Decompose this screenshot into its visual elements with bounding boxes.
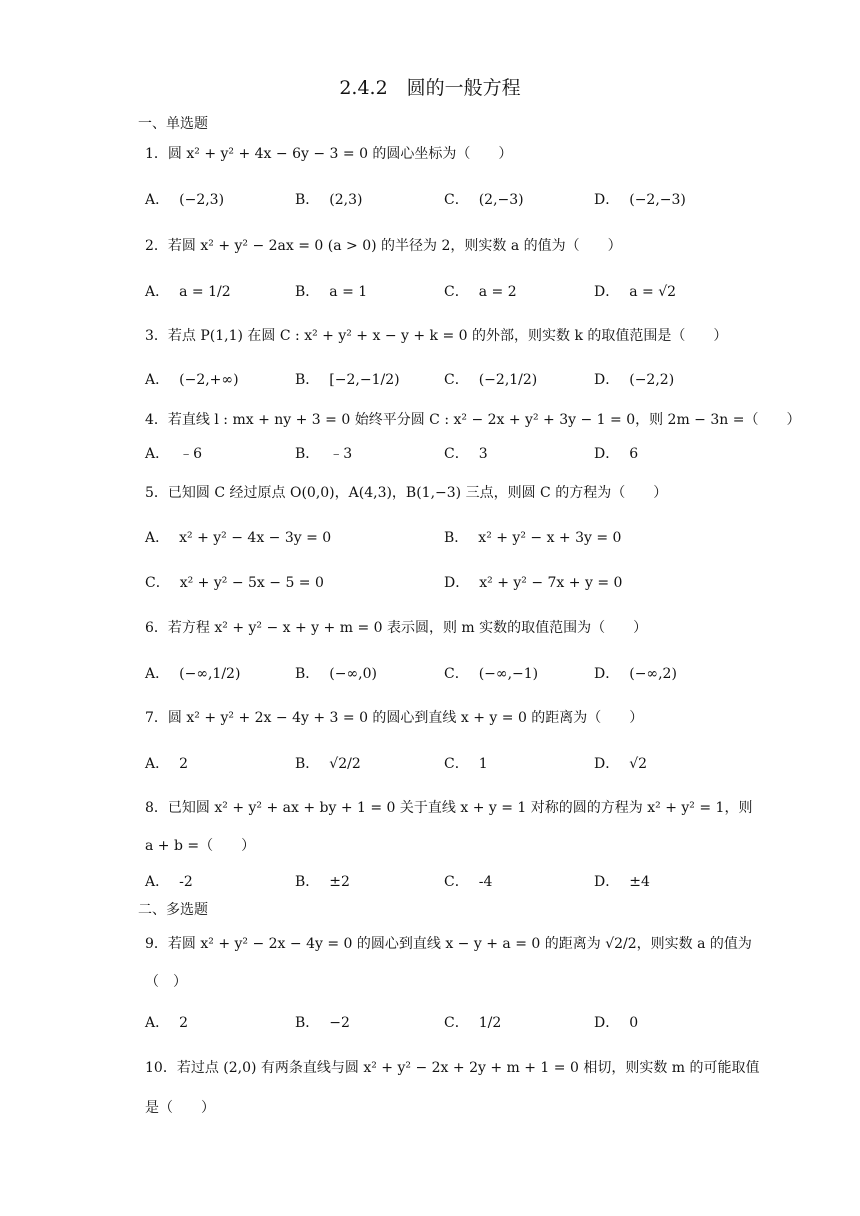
option-letter: A． bbox=[145, 372, 170, 388]
option-value: (−∞,1/2) bbox=[179, 666, 241, 682]
option-letter: B． bbox=[295, 446, 320, 462]
option-letter: D． bbox=[594, 666, 620, 682]
question-4-stem: 4．若直线 l : mx + ny + 3 = 0 始终平分圆 C : x² − 2x + y² + 3y − 1 = 0，则 2m − 3n =（ ） bbox=[145, 412, 801, 428]
option-letter: C． bbox=[145, 575, 170, 591]
option-letter: C． bbox=[444, 1015, 469, 1031]
option-value: ±2 bbox=[329, 874, 350, 890]
question-3-option-c bbox=[444, 370, 537, 390]
option-letter: B． bbox=[444, 530, 469, 546]
option-letter: C． bbox=[444, 372, 469, 388]
question-3-option-a bbox=[145, 370, 239, 390]
option-value: (2,3) bbox=[329, 192, 363, 208]
option-letter: C． bbox=[444, 192, 469, 208]
option-value: (−2,−3) bbox=[629, 192, 686, 208]
question-8-stem: 8．已知圆 x² + y² + ax + by + 1 = 0 关于直线 x + y = 1 对称的圆的方程为 x² + y² = 1，则 bbox=[145, 800, 753, 816]
option-value: x² + y² − x + 3y = 0 bbox=[478, 530, 622, 546]
option-value: a = 1 bbox=[329, 284, 368, 300]
option-letter: D． bbox=[594, 756, 620, 772]
question-3-stem: 3．若点 P(1,1) 在圆 C : x² + y² + x − y + k = 0 的外部，则实数 k 的取值范围是（ ） bbox=[145, 328, 728, 344]
section-heading-multiple-choice: 二、多选题 bbox=[138, 902, 208, 918]
option-letter: B． bbox=[295, 284, 320, 300]
option-value: a = 1/2 bbox=[179, 284, 231, 300]
question-7-option-c bbox=[444, 754, 488, 774]
question-4-option-d bbox=[594, 444, 638, 464]
question-10-stem-continued: 是（ ） bbox=[145, 1100, 215, 1116]
question-8-option-a bbox=[145, 872, 193, 892]
option-letter: A． bbox=[145, 446, 170, 462]
option-value: [−2,−1/2) bbox=[329, 372, 400, 388]
option-letter: B． bbox=[295, 874, 320, 890]
option-value: (−∞,2) bbox=[629, 666, 677, 682]
option-value: 0 bbox=[629, 1015, 639, 1031]
option-value: (−2,3) bbox=[179, 192, 225, 208]
option-value: ±4 bbox=[629, 874, 650, 890]
question-2-option-c bbox=[444, 282, 517, 302]
option-value: (−∞,0) bbox=[329, 666, 377, 682]
option-value: x² + y² − 4x − 3y = 0 bbox=[179, 530, 332, 546]
question-1-option-a bbox=[145, 190, 224, 210]
option-value: (−∞,−1) bbox=[478, 666, 539, 682]
question-7-option-d bbox=[594, 754, 647, 774]
option-value: a = 2 bbox=[478, 284, 517, 300]
option-value: (2,−3) bbox=[478, 192, 524, 208]
question-6-option-d bbox=[594, 664, 677, 684]
question-5-option-a bbox=[145, 528, 331, 548]
option-letter: A． bbox=[145, 756, 170, 772]
option-letter: D． bbox=[594, 446, 620, 462]
option-value: ﹣3 bbox=[329, 446, 353, 462]
option-value: a = √2 bbox=[629, 284, 677, 300]
question-10-stem: 10．若过点 (2,0) 有两条直线与圆 x² + y² − 2x + 2y + m + 1 = 0 相切，则实数 m 的可能取值 bbox=[145, 1060, 760, 1076]
question-4-option-c bbox=[444, 444, 488, 464]
question-2-option-d bbox=[594, 282, 676, 302]
option-letter: A． bbox=[145, 874, 170, 890]
option-letter: D． bbox=[444, 575, 470, 591]
option-value: 2 bbox=[179, 1015, 189, 1031]
question-3-option-b bbox=[295, 370, 400, 390]
option-letter: A． bbox=[145, 666, 170, 682]
page-title: 2.4.2 圆的一般方程 bbox=[339, 77, 521, 99]
option-letter: B． bbox=[295, 192, 320, 208]
option-letter: D． bbox=[594, 192, 620, 208]
question-6-option-c bbox=[444, 664, 538, 684]
question-4-option-b bbox=[295, 444, 352, 464]
option-value: 1/2 bbox=[478, 1015, 502, 1031]
option-letter: A． bbox=[145, 1015, 170, 1031]
option-value: x² + y² − 5x − 5 = 0 bbox=[179, 575, 324, 591]
option-letter: A． bbox=[145, 530, 170, 546]
option-letter: D． bbox=[594, 284, 620, 300]
option-value: (−2,2) bbox=[629, 372, 675, 388]
option-value: 6 bbox=[629, 446, 639, 462]
option-value: √2 bbox=[629, 756, 648, 772]
question-2-option-a bbox=[145, 282, 231, 302]
question-7-option-a bbox=[145, 754, 188, 774]
option-value: -4 bbox=[478, 874, 493, 890]
option-letter: D． bbox=[594, 372, 620, 388]
question-6-option-b bbox=[295, 664, 377, 684]
question-5-option-d bbox=[444, 573, 622, 593]
question-2-stem: 2．若圆 x² + y² − 2ax = 0 (a > 0) 的半径为 2，则实数 a 的值为（ ） bbox=[145, 238, 622, 254]
option-letter: A． bbox=[145, 284, 170, 300]
question-8-option-c bbox=[444, 872, 492, 892]
question-5-option-b bbox=[444, 528, 621, 548]
question-9-option-d bbox=[594, 1013, 638, 1033]
option-value: 1 bbox=[478, 756, 488, 772]
question-6-stem: 6．若方程 x² + y² − x + y + m = 0 表示圆，则 m 实数的取值范围为（ ） bbox=[145, 620, 648, 636]
question-8-stem-continued: a + b =（ ） bbox=[145, 838, 256, 854]
question-8-option-d bbox=[594, 872, 650, 892]
option-letter: B． bbox=[295, 372, 320, 388]
option-value: √2/2 bbox=[329, 756, 361, 772]
option-letter: D． bbox=[594, 1015, 620, 1031]
question-8-option-b bbox=[295, 872, 350, 892]
option-letter: C． bbox=[444, 284, 469, 300]
question-1-option-d bbox=[594, 190, 686, 210]
question-7-option-b bbox=[295, 754, 361, 774]
option-letter: C． bbox=[444, 756, 469, 772]
question-5-stem: 5．已知圆 C 经过原点 O(0,0)，A(4,3)，B(1,−3) 三点，则圆 C 的方程为（ ） bbox=[145, 485, 668, 501]
option-value: −2 bbox=[329, 1015, 350, 1031]
option-letter: C． bbox=[444, 874, 469, 890]
option-letter: B． bbox=[295, 666, 320, 682]
question-9-option-a bbox=[145, 1013, 188, 1033]
question-2-option-b bbox=[295, 282, 367, 302]
option-value: 2 bbox=[179, 756, 189, 772]
option-letter: B． bbox=[295, 1015, 320, 1031]
question-9-option-b bbox=[295, 1013, 350, 1033]
option-value: x² + y² − 7x + y = 0 bbox=[479, 575, 623, 591]
question-9-stem-continued: （ ） bbox=[145, 974, 187, 990]
question-7-stem: 7．圆 x² + y² + 2x − 4y + 3 = 0 的圆心到直线 x + y = 0 的距离为（ ） bbox=[145, 710, 644, 726]
question-1-option-b bbox=[295, 190, 363, 210]
question-9-stem: 9．若圆 x² + y² − 2x − 4y = 0 的圆心到直线 x − y + a = 0 的距离为 √2/2，则实数 a 的值为 bbox=[145, 936, 752, 952]
option-value: ﹣6 bbox=[179, 446, 203, 462]
question-1-stem: 1．圆 x² + y² + 4x − 6y − 3 = 0 的圆心坐标为（ ） bbox=[145, 146, 513, 162]
section-heading-single-choice: 一、单选题 bbox=[138, 116, 208, 132]
option-value: 3 bbox=[478, 446, 488, 462]
option-value: -2 bbox=[179, 874, 193, 890]
option-value: (−2,+∞) bbox=[179, 372, 239, 388]
option-letter: D． bbox=[594, 874, 620, 890]
question-4-option-a bbox=[145, 444, 202, 464]
option-letter: A． bbox=[145, 192, 170, 208]
option-value: (−2,1/2) bbox=[478, 372, 538, 388]
question-6-option-a bbox=[145, 664, 240, 684]
option-letter: C． bbox=[444, 666, 469, 682]
question-5-option-c bbox=[145, 573, 324, 593]
option-letter: C． bbox=[444, 446, 469, 462]
question-9-option-c bbox=[444, 1013, 501, 1033]
option-letter: B． bbox=[295, 756, 320, 772]
question-1-option-c bbox=[444, 190, 524, 210]
question-3-option-d bbox=[594, 370, 674, 390]
